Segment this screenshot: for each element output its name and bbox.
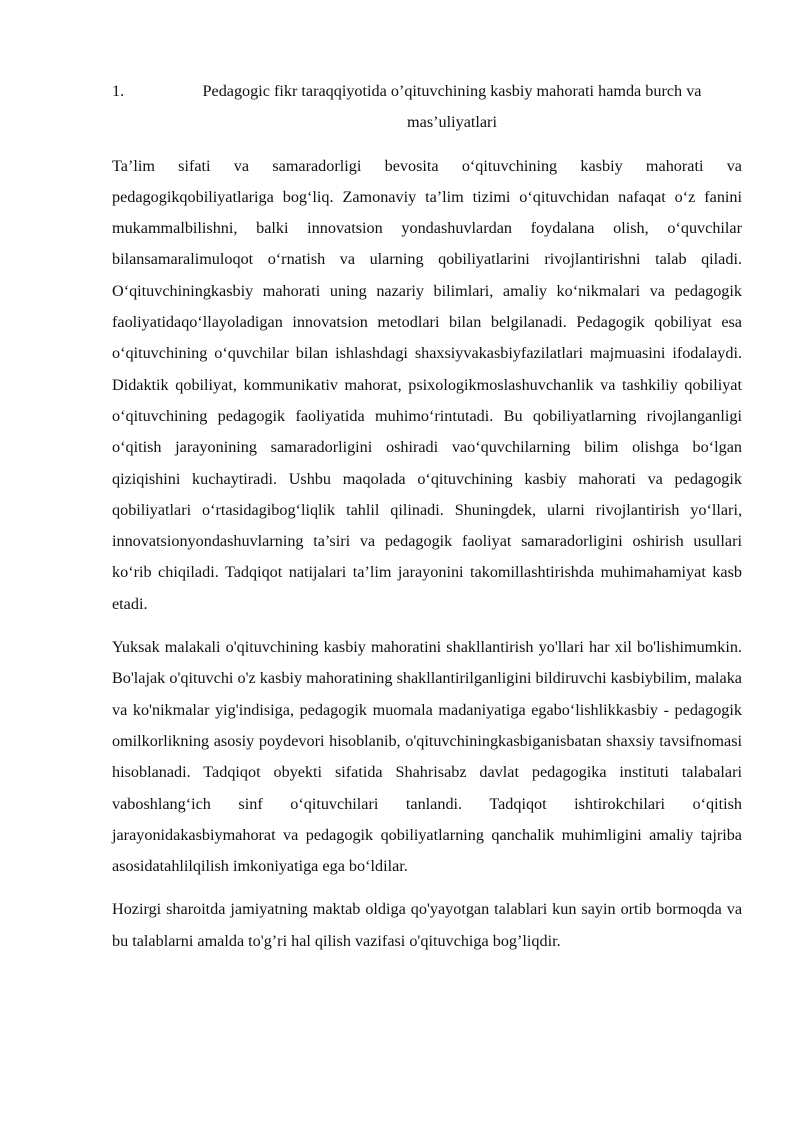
paragraph-2: Yuksak malakali o'qituvchining kasbiy mahoratini shakllantirish yo'llari har xil bo'lishimumkin. Bo'lajak o'qituvchi o'z kasbiy mahoratining shakllantirilganligini bildiruvchi kasbiybilim, malaka va ko'nikmalar yig'indisiga, pedagogik muomala madaniyatiga egabo‘lishlikkasbiy - pedagogik omilkorlikning asosiy poydevori hisoblanib, o'qituvchiningkasbiganisbatan shaxsiy tavsifnomasi hisoblanadi. Tadqiqot obyekti sifatida Shahrisabz davlat pedagogika instituti talabalari vaboshlang‘ich sinf o‘qituvchilari tanlandi. Tadqiqot ishtirokchilari o‘qitish jarayonidakasbiymahorat va pedagogik qobiliyatlarning qanchalik muhimligini amaliy tajriba asosidatahlilqilish imkoniyatiga ega bo‘ldilar. — [112, 638, 742, 876]
section-number: 1. — [112, 82, 125, 100]
section-heading — [112, 76, 742, 139]
paragraph-3: Hozirgi sharoitda jamiyatning maktab oldiga qo'yayotgan talablari kun sayin ortib bormoqda va bu talablarni amalda to'g’ri hal qilish vazifasi o'qituvchiga bog’liqdir. — [112, 900, 742, 950]
document-page — [112, 76, 742, 957]
paragraph-1: Ta’lim sifati va samaradorligi bevosita o‘qituvchining kasbiy mahorati va pedagogikqobiliyatlariga bog‘liq. Zamonaviy ta’lim tizimi o‘qituvchidan nafaqat o‘z fanini mukammalbilishni, balki innovatsion yondashuvlardan foydalana olish, o‘quvchilar bilansamaralimuloqot o‘rnatish va ularning qobiliyatlarini rivojlantirishni talab qiladi. O‘qituvchiningkasbiy mahorati uning nazariy bilimlari, amaliy ko‘nikmalari va pedagogik faoliyatidaqo‘llayoladigan innovatsion metodlari bilan belgilanadi. Pedagogik qobiliyat esa o‘qituvchining o‘quvchilar bilan ishlashdagi shaxsiyvakasbiyfazilatlari majmuasini ifodalaydi. Didaktik qobiliyat, kommunikativ mahorat, psixologikmoslashuvchanlik va tashkiliy qobiliyat o‘qituvchining pedagogik faoliyatida muhimo‘rintutadi. Bu qobiliyatlarning rivojlanganligi o‘qitish jarayonining samaradorligini oshiradi vao‘quvchilarning bilim olishga bo‘lgan qiziqishini kuchaytiradi. Ushbu maqolada o‘qituvchining kasbiy mahorati va pedagogik qobiliyatlari o‘rtasidagibog‘liqlik tahlil qilinadi. Shuningdek, ularni rivojlantirish yo‘llari, innovatsionyondashuvlarning ta’siri va pedagogik faoliyat samaradorligini oshirish usullari ko‘rib chiqiladi. Tadqiqot natijalari ta’lim jarayonini takomillashtirishda muhimahamiyat kasb etadi. — [112, 156, 742, 613]
section-title: Pedagogic fikr taraqqiyotida o’qituvchining kasbiy mahorati hamda burch va mas’uliyatlari — [202, 82, 702, 132]
